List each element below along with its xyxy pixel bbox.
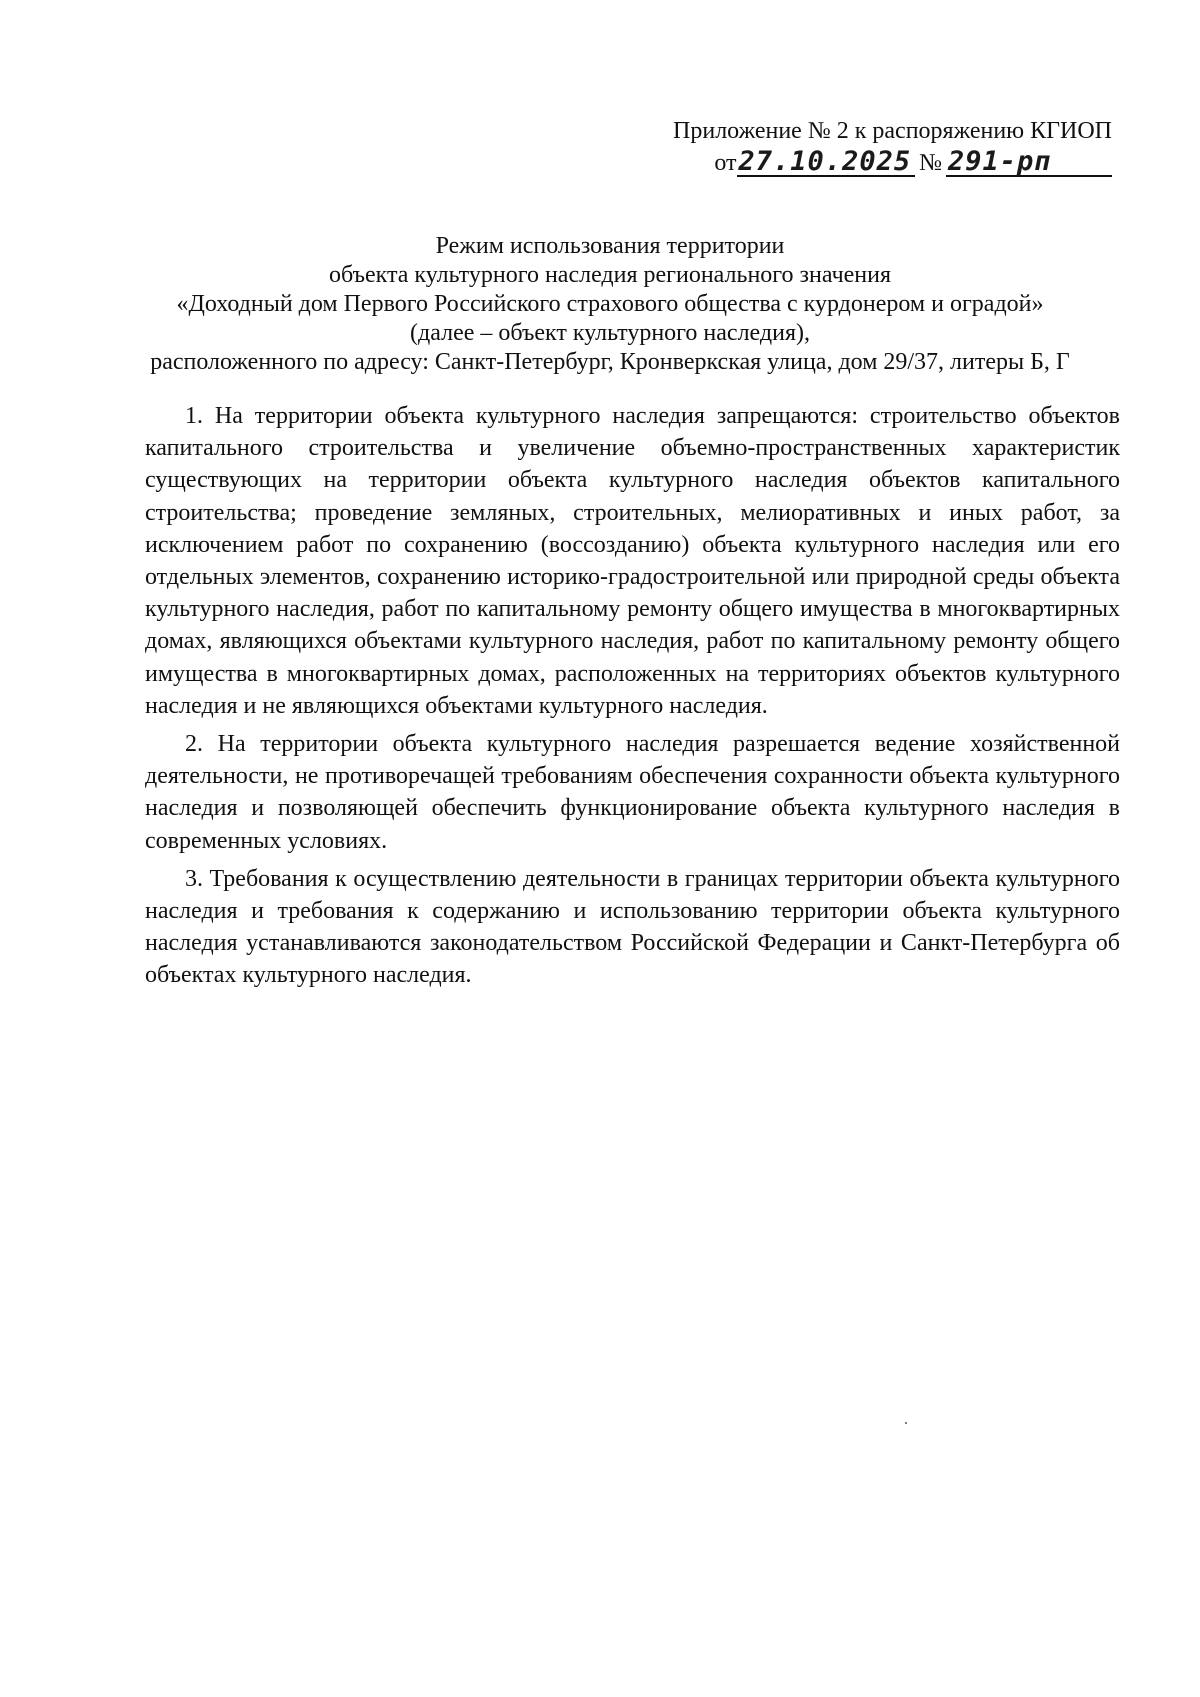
- scan-speck: [905, 1422, 907, 1424]
- from-prefix: от: [714, 150, 737, 176]
- title-line-2: объекта культурного наследия регионального значения: [328, 262, 892, 288]
- handwritten-order-number: 291-рп: [946, 149, 1112, 177]
- paragraph-1-prohibitions: 1. На территории объекта культурного наследия запрещаются: строительство объектов капитального строительства и увеличение объемно-пространственных характеристик существующих на территории объекта культурного наследия объектов капитального строительства; проведение земляных, строительных, мелиоративных и иных работ, за исключением работ по сохранению (воссозданию) объекта культурного наследия или его отдельных элементов, сохранению историко-градостроительной или природной среды объекта культурного наследия, работ по капитальному ремонту общего имущества в многоквартирных домах, являющихся объектами культурного наследия, работ по капитальному ремонту общего имущества в многоквартирных домах, расположенных на территориях объектов культурного наследия и не являющихся объектами культурного наследия.: [145, 403, 1120, 719]
- paragraph-3-requirements: 3. Требования к осуществлению деятельности в границах территории объекта культурного наследия и требования к содержанию и использованию территории объекта культурного наследия устанавливаются законодательством Российской Федерации и Санкт-Петербурга об объектах культурного наследия.: [145, 865, 1120, 989]
- document-title: [100, 232, 1120, 377]
- handwritten-date: 27.10.2025: [737, 149, 916, 177]
- title-line-1: Режим использования территории: [435, 233, 785, 259]
- title-line-5: расположенного по адресу: Санкт-Петербург, Кронверкская улица, дом 29/37, литеры Б, Г: [150, 349, 1070, 375]
- number-sign: №: [919, 150, 942, 176]
- order-date-number: [673, 148, 1112, 178]
- document-body: [145, 400, 1120, 998]
- appendix-header: [673, 116, 1112, 178]
- title-line-4: (далее – объект культурного наследия),: [410, 320, 810, 346]
- appendix-reference: Приложение № 2 к распоряжению КГИОП: [673, 118, 1112, 144]
- title-line-3: «Доходный дом Первого Российского страхового общества с курдонером и оградой»: [176, 291, 1044, 317]
- paragraph-2-permitted-activity: 2. На территории объекта культурного наследия разрешается ведение хозяйственной деятельности, не противоречащей требованиям обеспечения сохранности объекта культурного наследия и позволяющей обеспечить функционирование объекта культурного наследия в современных условиях.: [145, 731, 1120, 854]
